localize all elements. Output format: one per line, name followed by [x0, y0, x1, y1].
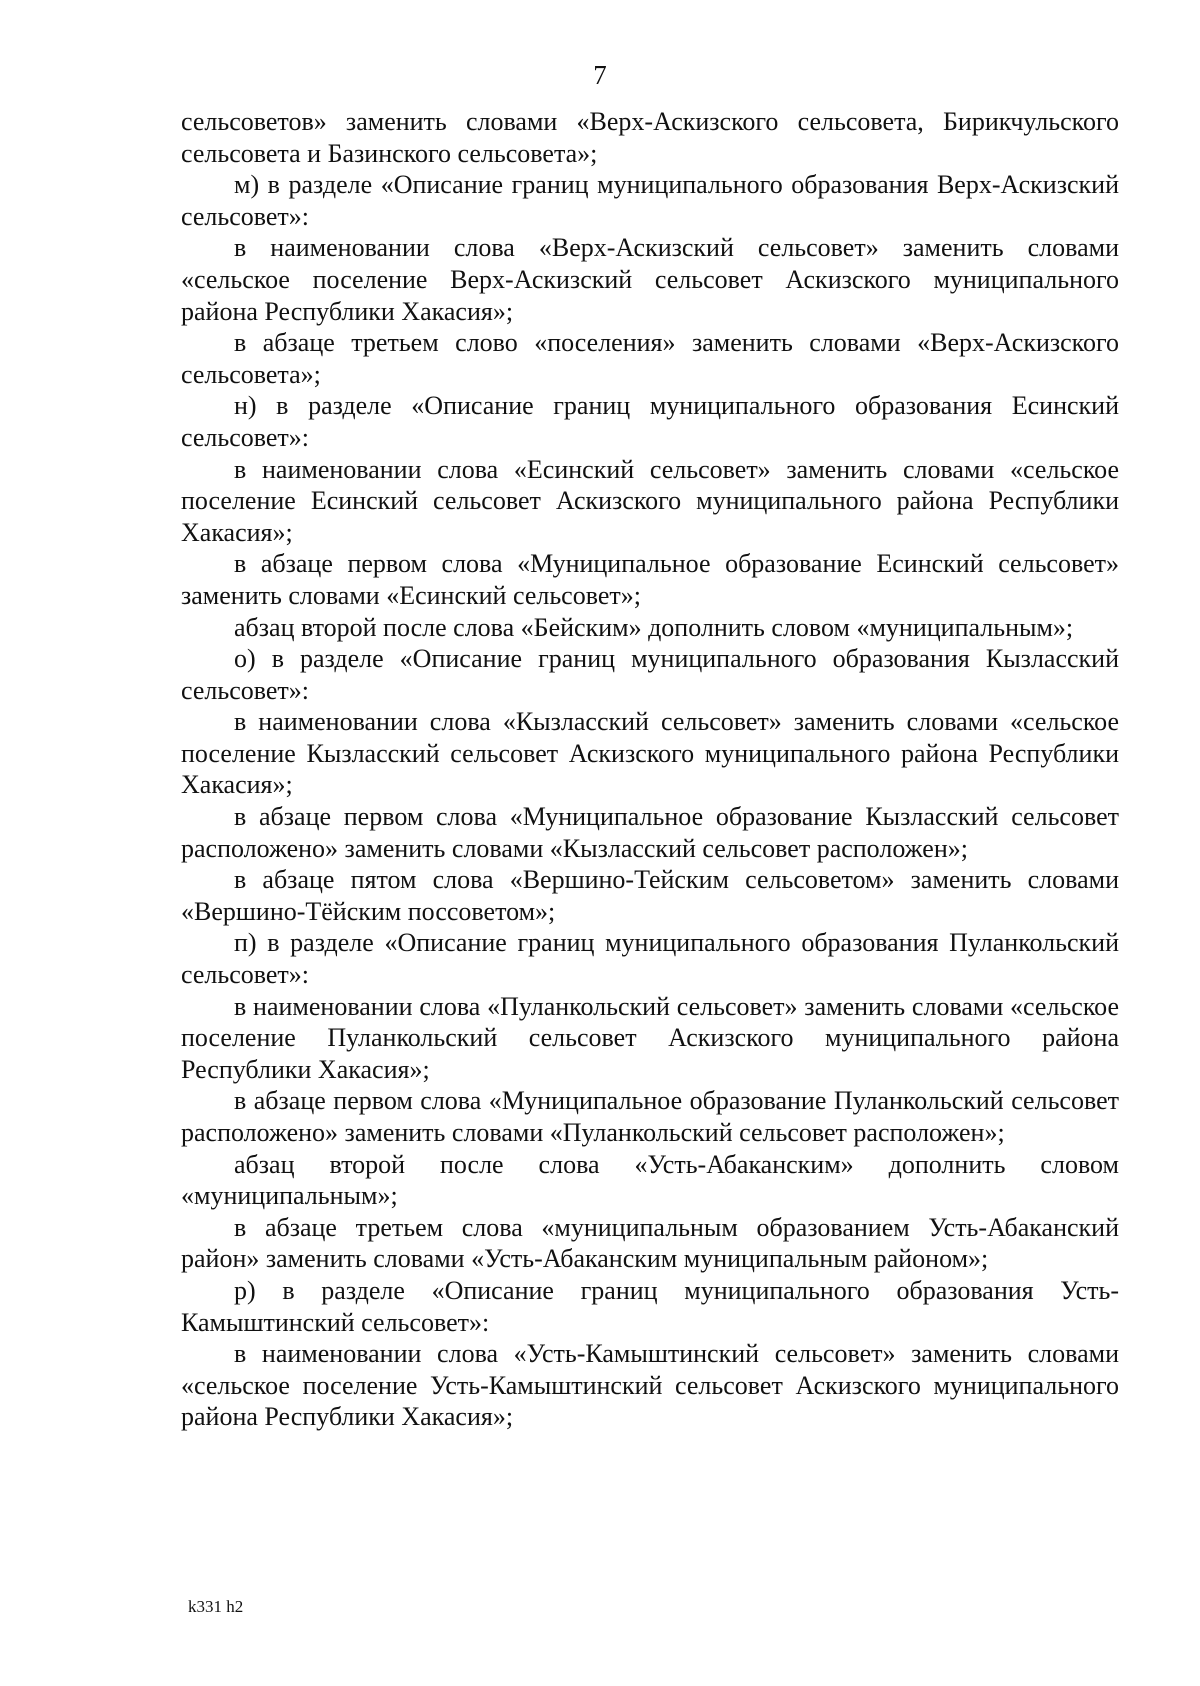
paragraph: о) в разделе «Описание границ муниципального образования Кызласский сельсовет»:: [181, 644, 1119, 705]
document-body: [181, 106, 1119, 1433]
paragraph: в абзаце третьем слова «муниципальным образованием Усть-Абаканский район» заменить словами «Усть-Абаканским муниципальным районом»;: [181, 1212, 1119, 1274]
paragraph: абзац второй после слова «Бейским» дополнить словом «муниципальным»;: [234, 612, 1074, 642]
paragraph: в наименовании слова «Кызласский сельсовет» заменить словами «сельское поселение Кызласский сельсовет Аскизского муниципального района Республики Хакасия»;: [181, 707, 1119, 800]
paragraph: сельсоветов» заменить словами «Верх-Аскизского сельсовета, Бирикчульского сельсовета и Базинского сельсовета»;: [181, 107, 1119, 168]
paragraph: в наименовании слова «Есинский сельсовет» заменить словами «сельское поселение Есинский сельсовет Аскизского муниципального района Республики Хакасия»;: [181, 454, 1119, 547]
paragraph: в наименовании слова «Пуланкольский сельсовет» заменить словами «сельское поселение Пуланкольский сельсовет Аскизского муниципального района Республики Хакасия»;: [181, 991, 1119, 1084]
footer-document-code: k331 h2: [188, 1597, 244, 1616]
paragraph: в абзаце первом слова «Муниципальное образование Есинский сельсовет» заменить словами «Есинский сельсовет»;: [181, 549, 1119, 610]
paragraph: в абзаце пятом слова «Вершино-Тейским сельсоветом» заменить словами «Вершино-Тёйским поссоветом»;: [181, 865, 1119, 926]
paragraph: в абзаце третьем слово «поселения» заменить словами «Верх-Аскизского сельсовета»;: [181, 328, 1119, 389]
paragraph: в наименовании слова «Усть-Камыштинский сельсовет» заменить словами «сельское поселение Усть-Камыштинский сельсовет Аскизского муниципального района Республики Хакасия»;: [181, 1339, 1119, 1432]
page-number: 7: [593, 60, 607, 90]
paragraph: м) в разделе «Описание границ муниципального образования Верх-Аскизский сельсовет»:: [181, 170, 1119, 231]
paragraph: в абзаце первом слова «Муниципальное образование Пуланкольский сельсовет расположено» заменить словами «Пуланкольский сельсовет расположен»;: [181, 1086, 1119, 1147]
paragraph: р) в разделе «Описание границ муниципального образования Усть-Камыштинский сельсовет»:: [181, 1275, 1119, 1337]
paragraph: в абзаце первом слова «Муниципальное образование Кызласский сельсовет расположено» заменить словами «Кызласский сельсовет расположен»;: [181, 802, 1119, 863]
paragraph: в наименовании слова «Верх-Аскизский сельсовет» заменить словами «сельское поселение Верх-Аскизский сельсовет Аскизского муниципального района Республики Хакасия»;: [181, 233, 1119, 326]
paragraph: абзац второй после слова «Усть-Абаканским» дополнить словом «муниципальным»;: [181, 1149, 1119, 1211]
paragraph: н) в разделе «Описание границ муниципального образования Есинский сельсовет»:: [181, 391, 1119, 452]
paragraph: п) в разделе «Описание границ муниципального образования Пуланкольский сельсовет»:: [181, 928, 1119, 990]
